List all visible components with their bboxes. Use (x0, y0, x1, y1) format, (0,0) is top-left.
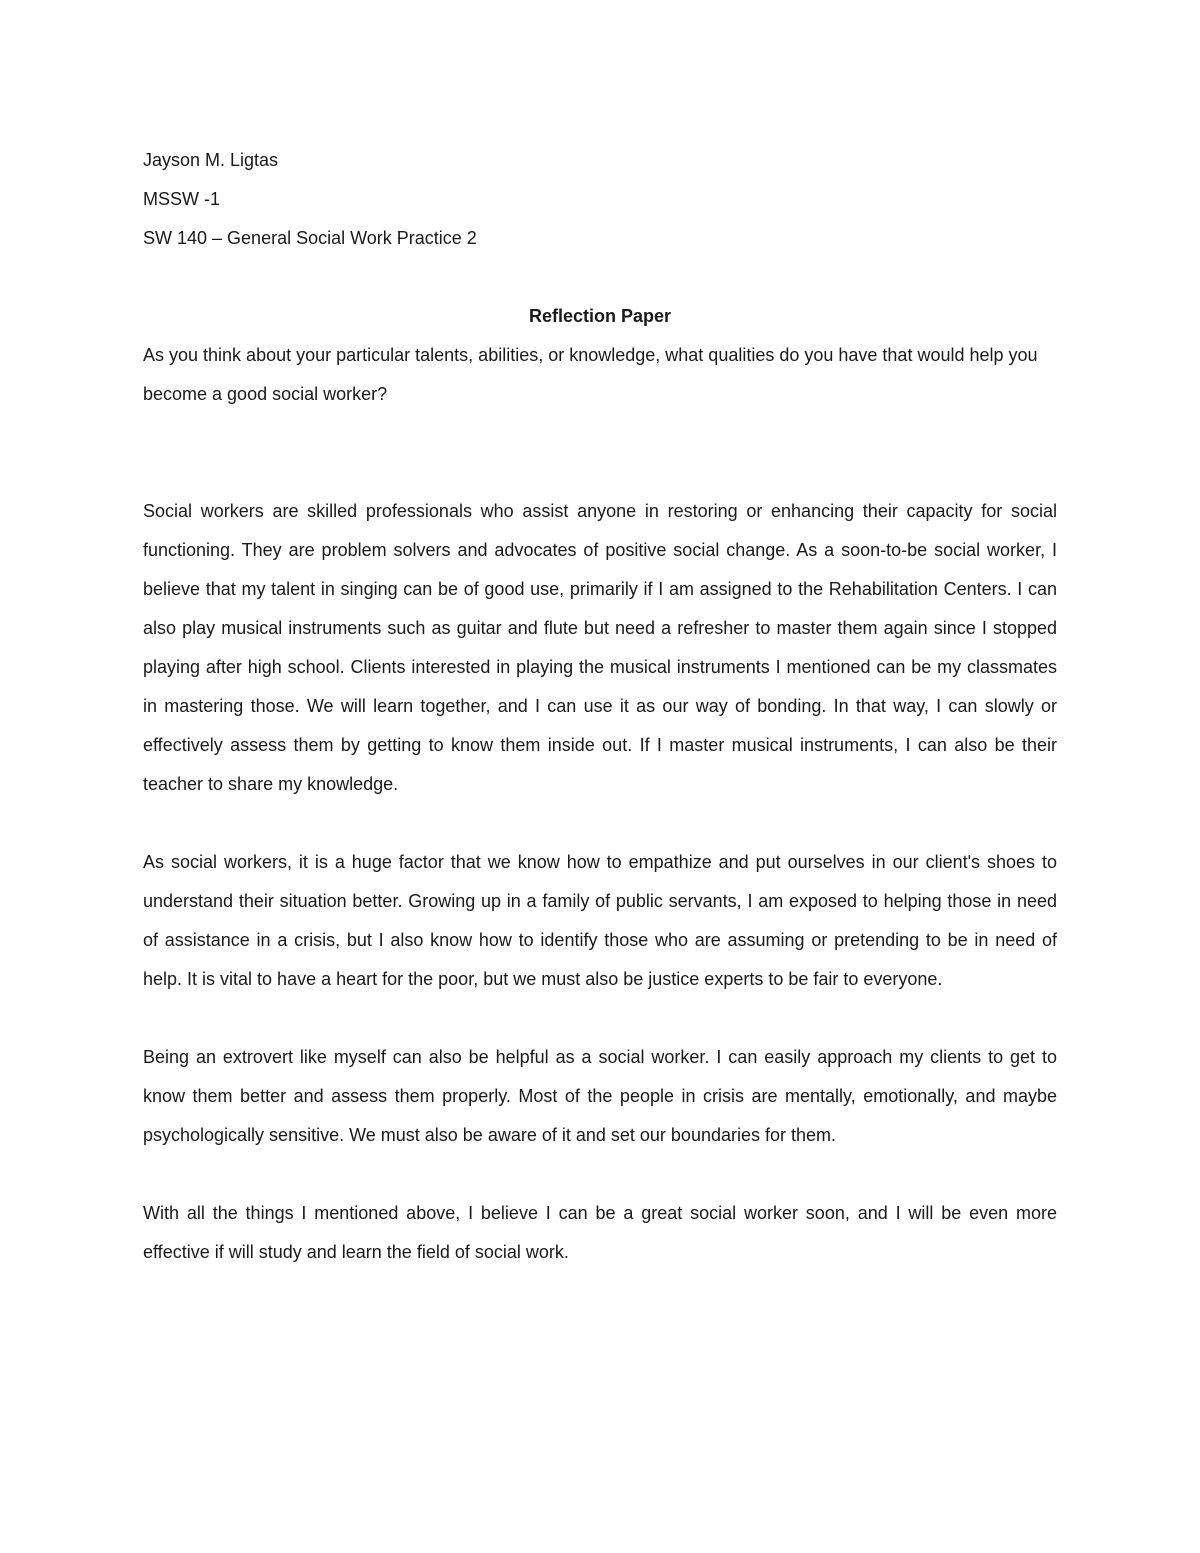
prompt-question: As you think about your particular talents, abilities, or knowledge, what qualities do you have that would help you become a good social worker? (143, 345, 1038, 404)
document-title: Reflection Paper (528, 306, 672, 326)
paragraph-conclusion: With all the things I mentioned above, I believe I can be a great social worker soon, and I will be even more effective if will study and learn the field of social work. (143, 1203, 1057, 1262)
document-body (143, 141, 1057, 1272)
paragraph-extrovert: Being an extrovert like myself can also be helpful as a social worker. I can easily approach my clients to get to know them better and assess them properly. Most of the people in crisis are mentally, emotionally, and maybe psychologically sensitive. We must also be aware of it and set our boundaries for them. (143, 1047, 1057, 1145)
author-name: Jayson M. Ligtas (143, 150, 279, 170)
paragraph-empathy: As social workers, it is a huge factor that we know how to empathize and put ourselves in our client's shoes to understand their situation better. Growing up in a family of public servants, I am exposed to helping those in need of assistance in a crisis, but I also know how to identify those who are assuming or pretending to be in need of help. It is vital to have a heart for the poor, but we must also be justice experts to be fair to everyone. (143, 852, 1057, 989)
program-label: MSSW -1 (143, 189, 221, 209)
paragraph-talents: Social workers are skilled professionals who assist anyone in restoring or enhancing their capacity for social functioning. They are problem solvers and advocates of positive social change. As a soon-to-be social worker, I believe that my talent in singing can be of good use, primarily if I am assigned to the Rehabilitation Centers. I can also play musical instruments such as guitar and flute but need a refresher to master them again since I stopped playing after high school. Clients interested in playing the musical instruments I mentioned can be my classmates in mastering those. We will learn together, and I can use it as our way of bonding. In that way, I can slowly or effectively assess them by getting to know them inside out. If I master musical instruments, I can also be their teacher to share my knowledge. (143, 501, 1057, 794)
course-label: SW 140 – General Social Work Practice 2 (143, 228, 477, 248)
